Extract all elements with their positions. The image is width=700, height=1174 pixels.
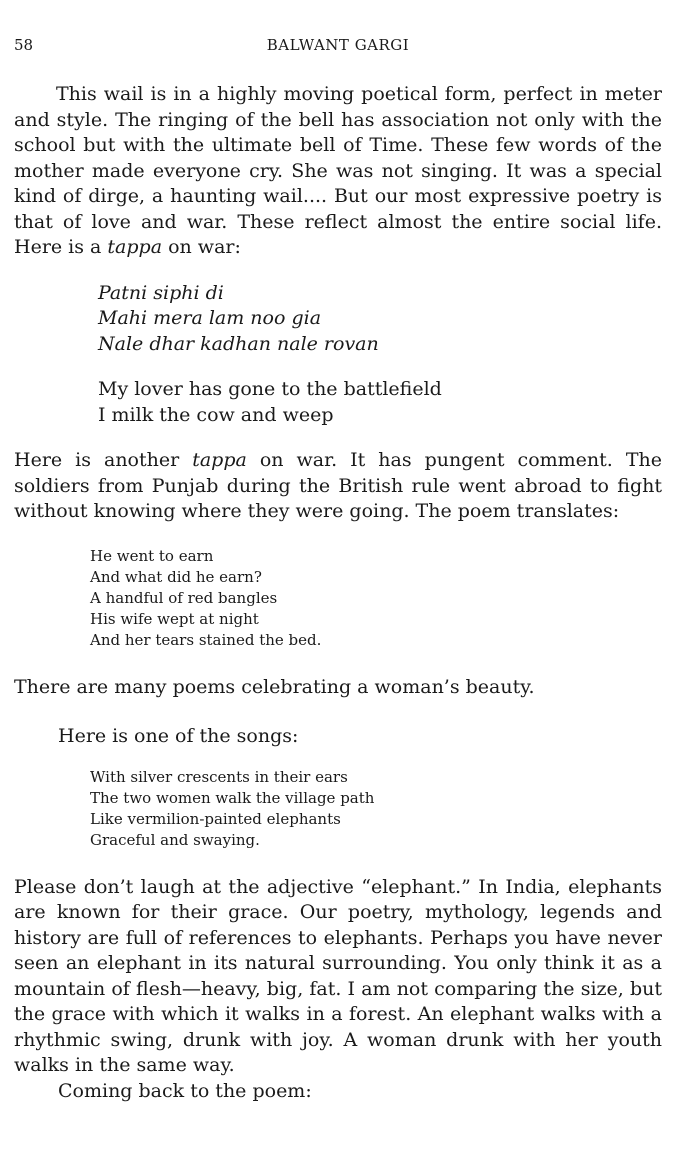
page-number: 58 — [14, 36, 34, 54]
verse-line: His wife wept at night — [90, 609, 259, 628]
verse-punjabi — [98, 281, 662, 358]
paragraph-war-lead: Here is another — [14, 449, 193, 471]
paragraph-wail-tail: on war: — [162, 236, 241, 258]
verse-line: A handful of red bangles — [90, 588, 278, 607]
verse-line: The two women walk the village path — [90, 788, 375, 807]
verse-line: With silver crescents in their ears — [90, 767, 348, 786]
paragraph-war-tappa — [14, 448, 662, 525]
verse-line: He went to earn — [90, 546, 214, 565]
running-head: BALWANT GARGI — [266, 36, 410, 54]
verse-line: I milk the cow and weep — [98, 403, 334, 426]
verse-line: And what did he earn? — [90, 567, 262, 586]
verse-line: And her tears stained the bed. — [90, 630, 322, 649]
paragraph-coming-back: Coming back to the poem: — [58, 1079, 312, 1102]
book-page — [14, 36, 662, 1104]
paragraph-songs: Here is one of the songs: — [58, 725, 299, 747]
tappa-term: tappa — [192, 449, 247, 471]
verse-soldier — [90, 546, 662, 651]
paragraph-beauty: There are many poems celebrating a woman’s beauty. — [14, 675, 535, 698]
verse-line: Graceful and swaying. — [90, 830, 260, 849]
verse-line: My lover has gone to the battlefield — [98, 378, 442, 400]
verse-line: Patni siphi di — [98, 281, 224, 304]
verse-women — [90, 767, 662, 851]
paragraph-elephant: Please don’t laugh at the adjective “elephant.” In India, elephants are known for their grace. Our poetry, mythology, legends and history are full of references to elephants. Perhaps you have never seen an elephant in its natural surrounding. You only think it as a mountain of flesh—heavy, big, fat. I am not comparing the size, but the grace with which it walks in a forest. An elephant walks with a rhythmic swing, drunk with joy. A woman drunk with her youth walks in the same way. — [14, 875, 662, 1076]
verse-line: Like vermilion-painted elephants — [90, 809, 341, 828]
tappa-term: tappa — [107, 236, 163, 258]
verse-translation — [98, 377, 662, 428]
paragraph-war-text: on war. It has pungent comment. The soldiers from Punjab during the British rule went abroad to fight without knowing where they were going. The poem translates: — [14, 449, 662, 522]
paragraph-wail — [14, 82, 662, 261]
page-header — [14, 36, 662, 62]
verse-line: Mahi mera lam noo gia — [98, 307, 322, 329]
verse-line: Nale dhar kadhan nale rovan — [98, 332, 379, 355]
paragraph-wail-text: This wail is in a highly moving poetical form, perfect in meter and style. The ringing of the bell has association not only with the school but with the ultimate bell of Time. These few words of the mother made everyone cry. She was not singing. It was a special kind of dirge, a haunting wail.... But our most expressive poetry is that of love and war. These reflect almost the entire social life. Here is a — [14, 83, 662, 258]
